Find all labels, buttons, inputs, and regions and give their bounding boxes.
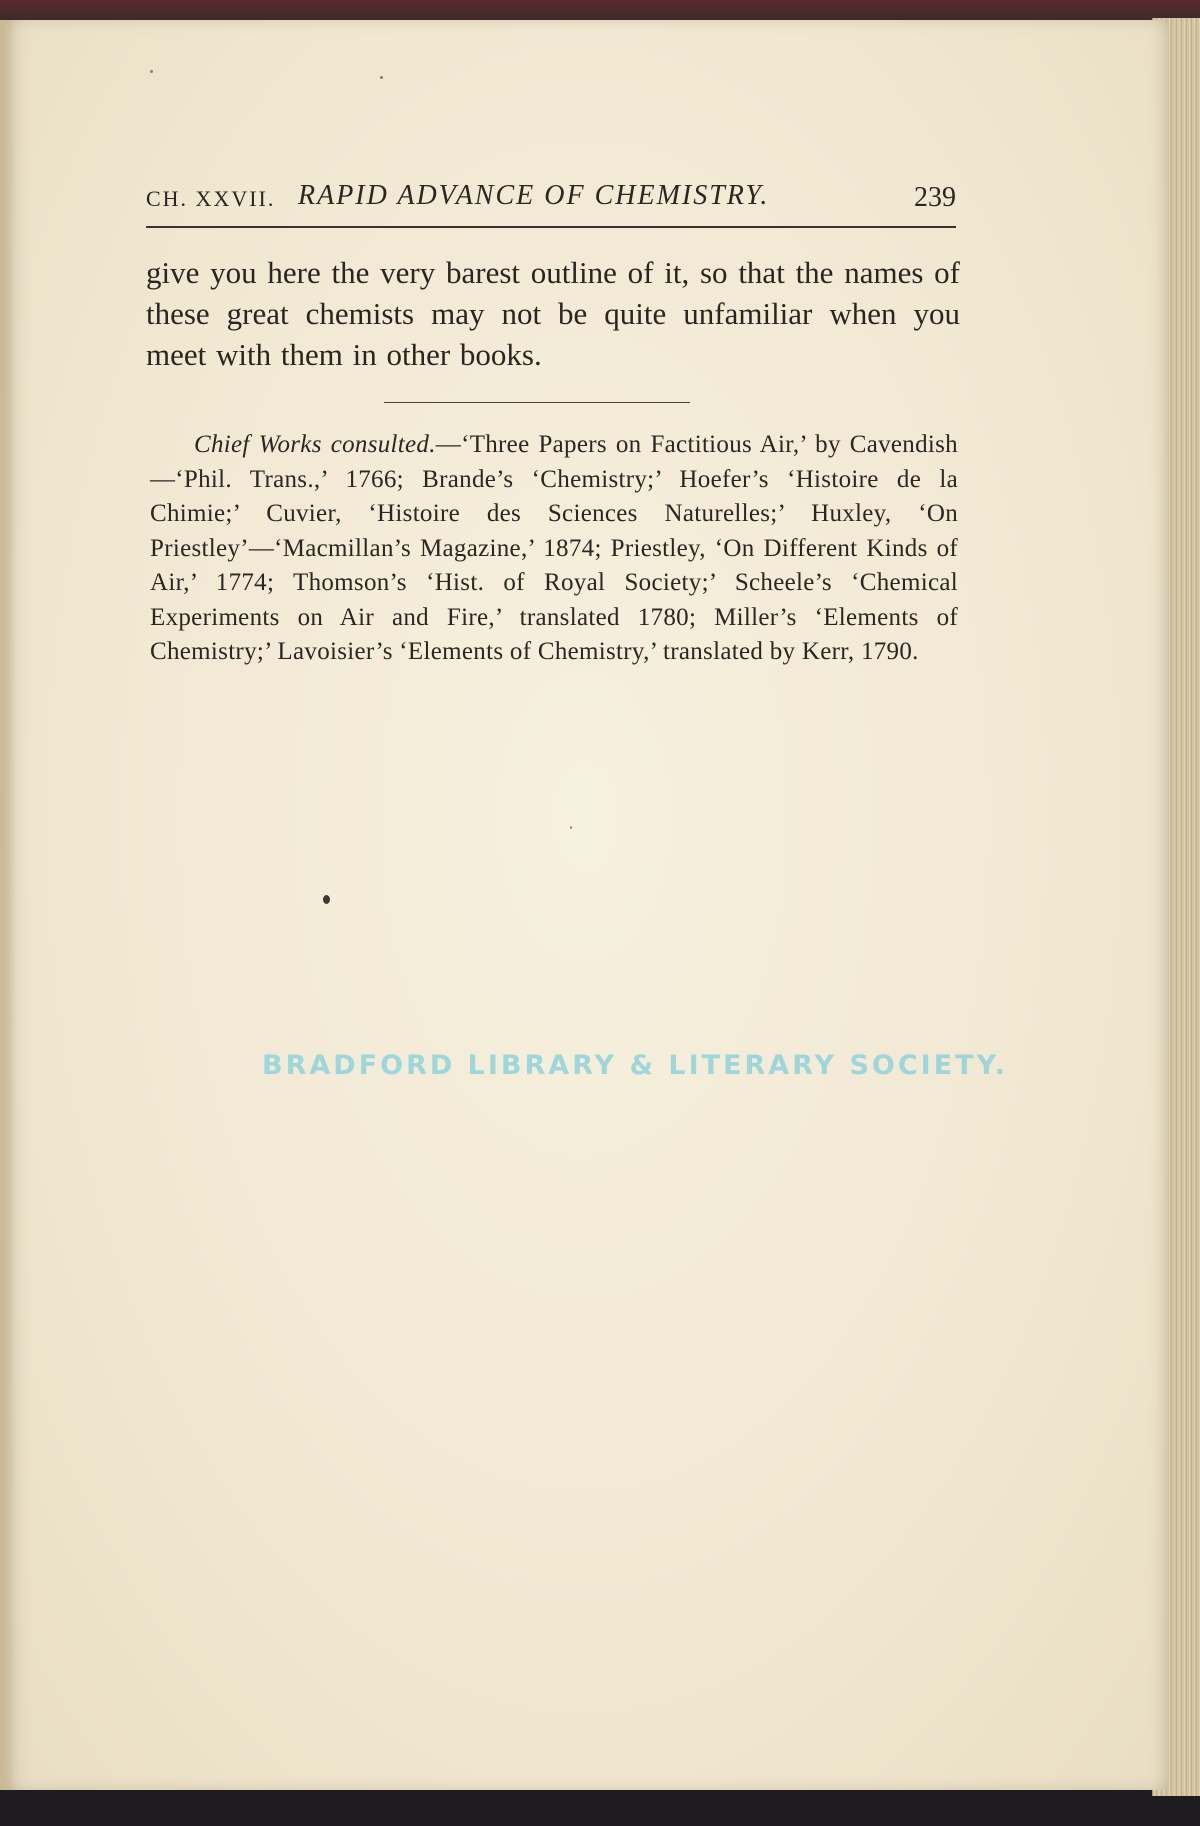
page-gutter — [0, 20, 16, 1790]
section-divider — [384, 402, 690, 403]
ink-speck — [150, 70, 153, 73]
ink-speck — [380, 76, 383, 79]
ink-spot — [323, 895, 330, 904]
ink-speck — [570, 826, 572, 829]
page-number: 239 — [914, 182, 956, 213]
header-rule — [146, 226, 956, 228]
running-head — [146, 180, 956, 220]
works-consulted-heading: Chief Works consulted. — [194, 431, 436, 458]
book-cover-edge — [0, 0, 1200, 22]
running-title: RAPID ADVANCE OF CHEMISTRY. — [298, 180, 770, 211]
body-paragraph: give you here the very barest outline of it, so that the names of these great chemists may not be quite unfamiliar when you meet with them in other books. — [146, 255, 960, 372]
works-consulted — [150, 428, 958, 670]
library-stamp: BRADFORD LIBRARY & LITERARY SOCIETY. — [262, 1050, 1008, 1081]
chapter-label: CH. XXVII. — [146, 186, 276, 211]
works-consulted-list: —‘Three Papers on Factitious Air,’ by Cavendish—‘Phil. Trans.,’ 1766; Brande’s ‘Chemistry;’ Hoefer’s ‘Histoire de la Chimie;’ Cuvier, ‘Histoire des Sciences Naturelles;’ Huxley, ‘On Priestley’—‘Macmillan’s Magazine,’ 1874; Priestley, ‘On Different Kinds of Air,’ 1774; Thomson’s ‘Hist. of Royal Society;’ Scheele’s ‘Chemical Experiments on Air and Fire,’ translated 1780; Miller’s ‘Elements of Chemistry;’ Lavoisier’s ‘Elements of Chemistry,’ translated by Kerr, 1790. — [150, 431, 958, 665]
